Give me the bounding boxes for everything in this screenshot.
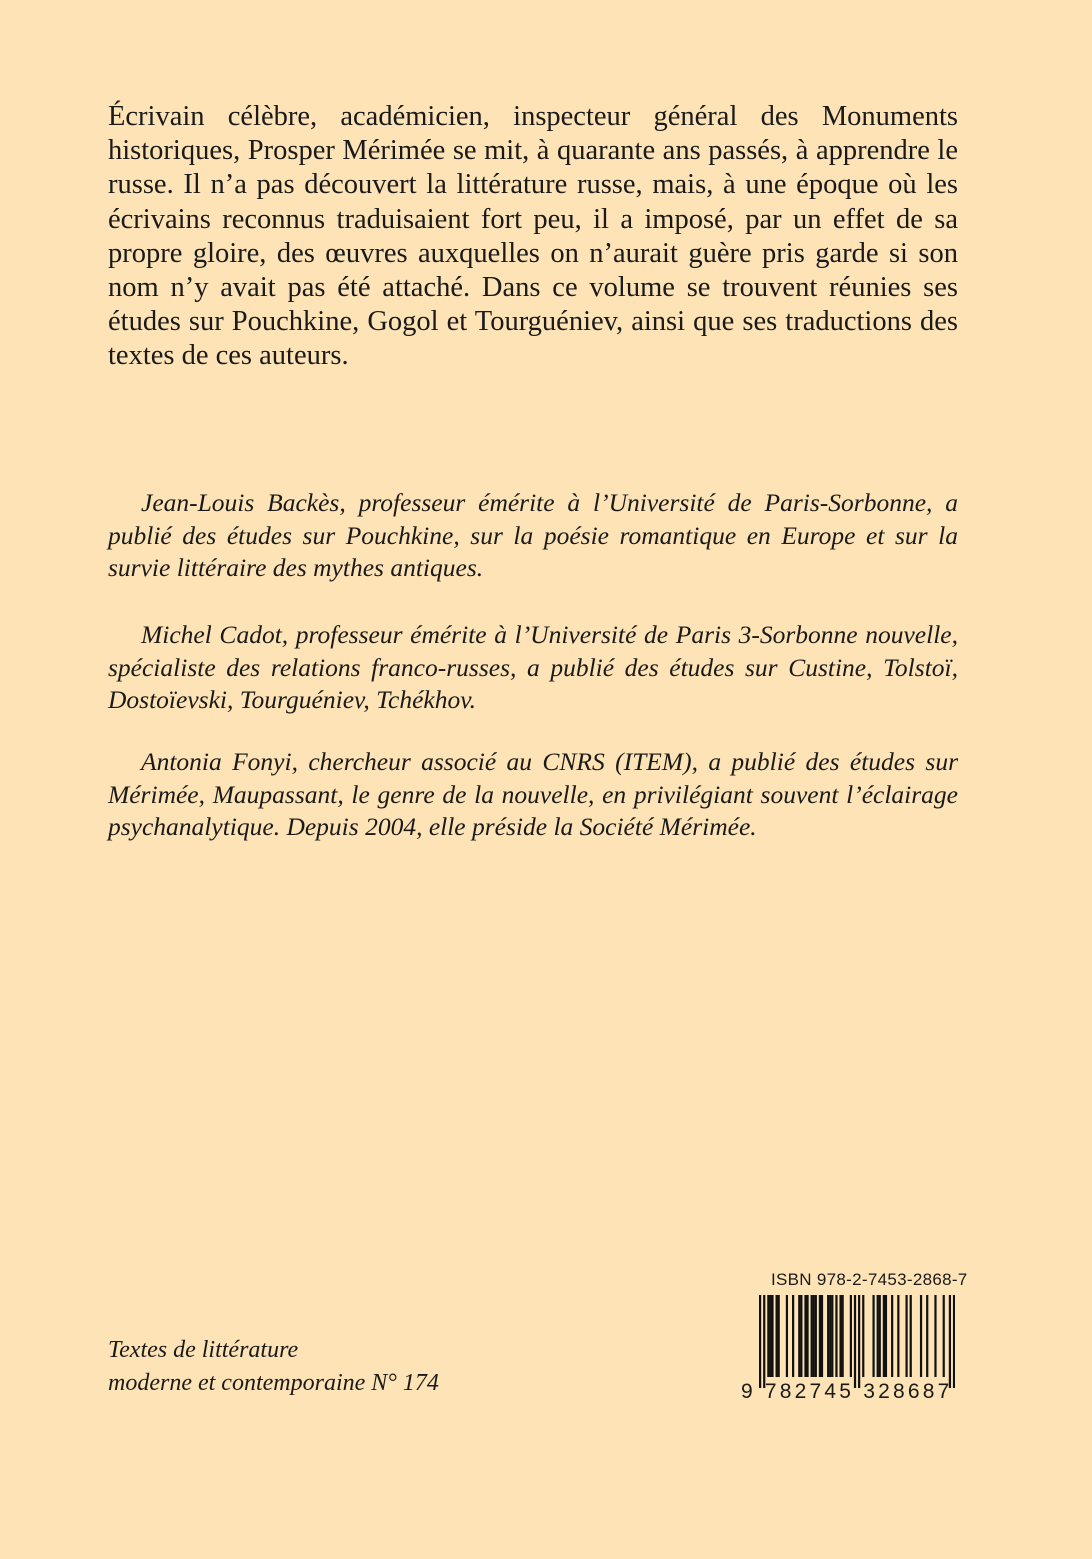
barcode-bar xyxy=(759,1295,761,1388)
barcode-bar xyxy=(813,1295,815,1377)
series-line-1: Textes de littérature xyxy=(108,1337,299,1363)
barcode-bar xyxy=(891,1295,893,1377)
barcode-bar xyxy=(835,1295,837,1377)
main-description: Écrivain célèbre, académicien, inspecteur général des Monuments historiques, Prosper Mérimée se mit, à quarante ans passés, à apprendre le russe. Il n’a pas découvert la littérature russe, mais, à une époque où les écrivains reconnus traduisaient fort peu, il a imposé, par un effet de sa propre gloire, des œuvres auxquelles on n’aurait guère pris garde si son nom n’y avait pas été attaché. Dans ce volume se trouvent réunies ses études sur Pouchkine, Gogol et Tourguéniev, ainsi que ses traductions des textes de ces auteurs. xyxy=(108,101,958,372)
barcode-bar xyxy=(842,1295,844,1377)
bio-backes: Jean-Louis Backès, professeur émérite à l’Université de Paris-Sorbonne, a publié des études sur Pouchkine, sur la poésie romantique en Europe et sur la survie littéraire des mythes antiques. xyxy=(108,488,958,582)
barcode-bar xyxy=(829,1295,831,1377)
barcode-bar xyxy=(767,1295,769,1377)
barcode-bar xyxy=(920,1295,922,1377)
barcode-bar xyxy=(771,1295,773,1377)
barcode-bar xyxy=(827,1295,829,1377)
barcode-bar xyxy=(778,1295,780,1377)
bio-cadot: Michel Cadot, professeur émérite à l’Université de Paris 3-Sorbonne nouvelle, spécialiste des relations franco-russes, a publié des études sur Custine, Tolstoï, Dostoïevski, Tourguéniev, Tchékhov. xyxy=(108,620,958,714)
barcode-bar xyxy=(854,1295,856,1388)
barcode-bar xyxy=(811,1295,813,1377)
barcode-bar xyxy=(798,1295,800,1377)
barcode-bar xyxy=(879,1295,881,1377)
barcode-bar xyxy=(839,1295,841,1377)
barcode-bar xyxy=(763,1295,765,1388)
bio-fonyi: Antonia Fonyi, chercheur associé au CNRS (ITEM), a publié des études sur Mérimée, Maupassant, le genre de la nouvelle, en privilégiant souvent l’éclairage psychanalytique. Depuis 2004, elle préside la Société Mérimée. xyxy=(108,747,958,841)
series-title xyxy=(108,1334,439,1399)
series-line-2: moderne et contemporaine N° 174 xyxy=(108,1369,439,1396)
isbn-label: ISBN 978-2-7453-2868-7 xyxy=(771,1270,968,1289)
barcode-bar xyxy=(883,1295,885,1377)
barcode-bar xyxy=(905,1295,907,1377)
barcode-bar xyxy=(819,1295,821,1377)
barcode-bar xyxy=(953,1295,955,1388)
barcode-bar xyxy=(821,1295,823,1377)
barcode-bar xyxy=(776,1295,778,1377)
barcode-bar xyxy=(850,1295,852,1377)
barcode-bar xyxy=(769,1295,771,1377)
barcode-bar xyxy=(910,1295,912,1377)
barcode-bar xyxy=(943,1295,945,1377)
barcode-bar xyxy=(877,1295,879,1377)
barcode-bars xyxy=(759,1295,955,1390)
barcode-bar xyxy=(862,1295,864,1377)
isbn-barcode xyxy=(741,1270,968,1420)
barcode-bar xyxy=(885,1295,887,1377)
barcode-bar xyxy=(800,1295,802,1377)
barcode-bar xyxy=(872,1295,874,1377)
barcode-bar xyxy=(926,1295,928,1377)
barcode-bar xyxy=(831,1295,833,1377)
barcode-bar xyxy=(897,1295,899,1377)
barcode-bar xyxy=(934,1295,936,1377)
barcode-bar xyxy=(815,1295,817,1377)
barcode-bar xyxy=(858,1295,860,1388)
barcode-bar xyxy=(806,1295,808,1377)
barcode-bar xyxy=(804,1295,806,1377)
barcode-bar xyxy=(949,1295,951,1388)
barcode-bar xyxy=(792,1295,794,1377)
barcode-bar xyxy=(786,1295,788,1377)
barcode-digits: 9 782745 328687 xyxy=(741,1380,953,1403)
